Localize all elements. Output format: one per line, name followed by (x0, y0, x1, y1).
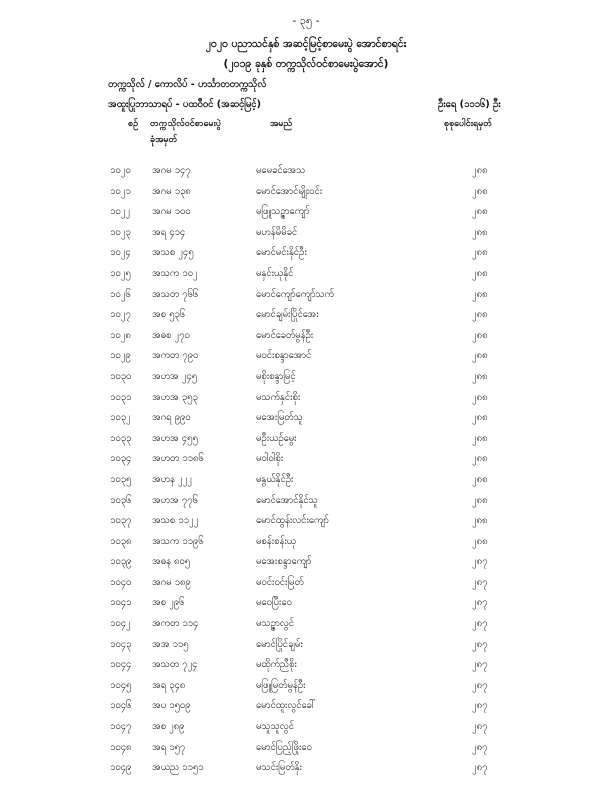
candidate-name: မောင်ထွန်းလင်းကျော် (256, 515, 329, 527)
roll-number: အရ ၁၅၇ (152, 741, 186, 753)
table-row (0, 615, 612, 636)
row-number: ၁၀၂၇ (110, 309, 131, 321)
total-marks: ၂၈၈ (472, 453, 488, 465)
roll-number: အသစ ၁၁၂၂ (152, 515, 199, 527)
total-marks: ၂၈၈ (472, 247, 488, 259)
total-marks: ၂၈၇ (472, 741, 488, 753)
table-row (0, 327, 612, 348)
candidate-name: မောင်ခေတ်မွန်ဦး (256, 329, 314, 341)
table-row (0, 389, 612, 410)
candidate-name: မောင်အောင်မျိုးဝင်း (256, 185, 323, 197)
table-row (0, 306, 612, 327)
table-row (0, 718, 612, 739)
candidate-name: မထိုက်ညီစိုး (256, 659, 297, 671)
table-row (0, 739, 612, 760)
row-number: ၁၀၂၈ (110, 329, 131, 341)
candidate-name: မသဉ္ဇာလွင် (256, 618, 294, 630)
roll-number: အဂရ ၉၉၀ (152, 412, 191, 424)
row-number: ၁၀၄၆ (110, 700, 132, 712)
total-marks: ၂၈၈ (472, 412, 488, 424)
table-row (0, 286, 612, 307)
roll-number: အဂမ ၁၈၉ (152, 576, 191, 588)
total-marks: ၂၈၇ (472, 700, 488, 712)
column-header-roll-sub: ခုံအမှတ် (150, 135, 178, 145)
total-marks: ၂၈၈ (472, 432, 488, 444)
candidate-name: မဖြူသဉ္ဇာကျော် (256, 206, 310, 218)
row-number: ၁၀၃၃ (110, 432, 132, 444)
roll-number: အဂမ ၁၀၀ (152, 206, 191, 218)
roll-number: အကတ ၇၉၀ (152, 350, 199, 362)
row-number: ၁၀၂၄ (110, 247, 131, 259)
candidate-name: မဝါဝါစိုး (256, 453, 284, 465)
row-number: ၁၀၂၉ (110, 350, 131, 362)
title-line-1: ၂၀၂၀ ပညာသင်နှစ် အဆင့်မြင့်စာမေးပွဲ အောင်စာရင်း (205, 38, 407, 50)
candidate-name: မသက်နှင်းစိုး (256, 391, 301, 403)
candidate-name: မောင်မင်းနိုင်ဦး (256, 247, 307, 259)
roll-number: အဂမ ၁၄၇ (152, 165, 191, 176)
row-number: ၁၀၂၀ (110, 165, 131, 176)
roll-number: အသတ ၇၂၄ (152, 659, 198, 671)
roll-number: အစ ၂၉၆ (152, 597, 185, 609)
row-number: ၁၀၄၅ (110, 679, 132, 691)
marks-title: ဦးရေ (၁၁၁၆) ဦး (438, 99, 501, 110)
roll-number: အအ ၁၁၅ (152, 638, 189, 650)
total-marks: ၂၈၈ (472, 473, 488, 485)
total-marks: ၂၈၈ (472, 329, 488, 341)
row-number: ၁၀၃၀ (110, 370, 132, 382)
table-row (0, 677, 612, 698)
roll-number: အဟအ ၄၅၅ (152, 432, 198, 444)
roll-number: အဟတ ၁၁၈၆ (152, 453, 204, 465)
row-number: ၁၀၄၉ (110, 762, 132, 774)
total-marks: ၂၈၇ (472, 638, 488, 650)
title-line-2: (၂၀၁၉ ခုနှစ် တက္ကသိုလ်ဝင်စာမေးပွဲအောင်) (223, 58, 389, 70)
table-row (0, 430, 612, 451)
major-line: အထူးပြုဘာသာရပ် - ပထဝီဝင် (အဆင့်မြင့်) (108, 99, 261, 110)
table-row (0, 244, 612, 265)
table-row (0, 347, 612, 368)
candidate-name: မဝင်းစန္ဒာအောင် (256, 350, 312, 362)
table-row (0, 636, 612, 657)
column-header-no: စဉ် (128, 119, 139, 129)
roll-number: အရ ၄၁၄ (152, 226, 186, 238)
candidate-name: မဟန်မိမိခင် (256, 226, 298, 238)
roll-number: အရ ၃၄၈ (152, 679, 186, 691)
roll-number: အစ ၂၈၉ (152, 721, 185, 733)
total-marks: ၂၈၈ (472, 370, 488, 382)
candidate-name: မနွယ်နိုင်ဦး (256, 473, 294, 485)
row-number: ၁၀၄၃ (110, 638, 132, 650)
column-header-name: အမည် (270, 119, 293, 129)
candidate-name: မောင်ချမ်းပြိုင်အေး (256, 309, 319, 321)
candidate-name: မဝင်းဝင်းမြတ် (256, 576, 304, 588)
total-marks: ၂၈၈ (472, 288, 488, 300)
total-marks: ၂၈၇ (472, 679, 488, 691)
row-number: ၁၀၄၁ (110, 597, 132, 609)
candidate-name: မအေးမြတ်သူ (256, 412, 303, 424)
total-marks: ၂၈၇ (472, 556, 488, 568)
total-marks: ၂၈၈ (472, 206, 488, 218)
roll-number: အဟန ၂၂၂ (152, 473, 192, 485)
row-number: ၁၀၄၀ (110, 576, 132, 588)
roll-number: အသတ ၇၆၆ (152, 288, 199, 300)
candidate-name: မဝေပြီးဝေ (256, 597, 292, 609)
roll-number: အဓစ ၂၇၀ (152, 329, 190, 341)
row-number: ၁၀၄၂ (110, 618, 131, 630)
total-marks: ၂၈၇ (472, 576, 488, 588)
table-row (0, 368, 612, 389)
roll-number: အဂမ ၁၃၈ (152, 185, 191, 197)
roll-number: အယည ၁၁၅၁ (152, 762, 204, 774)
table-row (0, 656, 612, 677)
candidate-name: မစိုးစန္ဒာမြင့် (256, 370, 296, 382)
candidate-name: မနှင်းယုနိုင် (256, 267, 294, 279)
page-number: - ၃၅ - (292, 14, 320, 27)
table-row (0, 224, 612, 245)
total-marks: ၂၈၈ (472, 350, 488, 362)
row-number: ၁၀၂၂ (110, 206, 131, 218)
table-row (0, 533, 612, 554)
row-number: ၁၀၃၅ (110, 473, 132, 485)
table-row (0, 162, 612, 183)
total-marks: ၂၈၈ (472, 535, 488, 547)
table-row (0, 594, 612, 615)
candidate-name: မဖြူမြတ်မွန်ဦး (256, 679, 306, 691)
roll-number: အဓန ၈၀၅ (152, 556, 191, 568)
row-number: ၁၀၂၅ (110, 267, 131, 279)
total-marks: ၂၈၈ (472, 494, 488, 506)
total-marks: ၂၈၈ (472, 165, 488, 176)
roll-number: အဟအ ၂၄၅ (152, 370, 198, 382)
table-row (0, 265, 612, 286)
total-marks: ၂၈၇ (472, 721, 488, 733)
table-row (0, 574, 612, 595)
total-marks: ၂၈၈ (472, 391, 488, 403)
total-marks: ၂၈၇ (472, 618, 488, 630)
row-number: ၁၀၃၉ (110, 556, 132, 568)
candidate-name: မောင်အောင်နိုင်သူ (256, 494, 318, 506)
row-number: ၁၀၃၁ (110, 391, 132, 403)
total-marks: ၂၈၇ (472, 659, 488, 671)
total-marks: ၂၈၈ (472, 515, 488, 527)
table-row (0, 203, 612, 224)
column-header-marks: စုစုပေါင်းရမှတ် (444, 119, 493, 129)
total-marks: ၂၈၈ (472, 226, 488, 238)
candidate-name: မောင်ပြိုင်ချမ်း (256, 638, 303, 650)
candidate-name: မောင်ထူးလွင်ခေါ် (256, 700, 316, 712)
roll-number: အကတ ၁၁၄ (152, 618, 199, 630)
candidate-name: မစန်းစန်းယု (256, 535, 296, 547)
roll-number: အပ ၁၅၀၉ (152, 700, 191, 712)
candidate-name: မသူသူလွင် (256, 721, 294, 733)
candidate-name: မောင်ပြည့်ဖြိုးဝေ (256, 741, 312, 753)
total-marks: ၂၈၇ (472, 597, 488, 609)
total-marks: ၂၈၇ (472, 762, 488, 774)
row-number: ၁၀၃၇ (110, 515, 132, 527)
results-table (0, 162, 612, 780)
table-row (0, 450, 612, 471)
total-marks: ၂၈၈ (472, 267, 488, 279)
row-number: ၁၀၄၇ (110, 721, 132, 733)
roll-number: အသက ၁၀၂ (152, 267, 198, 279)
table-row (0, 759, 612, 780)
candidate-name: မအေးစန္ဒာကျော် (256, 556, 312, 568)
total-marks: ၂၈၈ (472, 309, 488, 321)
roll-number: အဟအ ၃၅၃ (152, 391, 198, 403)
row-number: ၁၀၂၃ (110, 226, 131, 238)
candidate-name: မဦးယဉ်မွေး (256, 432, 297, 444)
roll-number: အစ ၅၃၆ (152, 309, 186, 321)
row-number: ၁၀၄၄ (110, 659, 132, 671)
roll-number: အဟအ ၇၇၆ (152, 494, 198, 506)
row-number: ၁၀၂၁ (110, 185, 131, 197)
table-row (0, 471, 612, 492)
row-number: ၁၀၃၈ (110, 535, 132, 547)
candidate-name: မမေခင်အေသ (256, 165, 306, 176)
row-number: ၁၀၄၈ (110, 741, 132, 753)
table-row (0, 183, 612, 204)
candidate-name: မသင်းမြတ်နိုး (256, 762, 302, 774)
university-line: တက္ကသိုလ် / ကောလိပ် - ဟင်္သာတတက္ကသိုလ် (108, 79, 267, 90)
column-header-roll: တက္ကသိုလ်ဝင်စာမေးပွဲ (150, 119, 221, 129)
roll-number: အသစ ၂၄၅ (152, 247, 194, 259)
table-row (0, 697, 612, 718)
candidate-name: မောင်ကျော်ကျော်သက် (256, 288, 334, 300)
roll-number: အသက ၁၁၉၆ (152, 535, 204, 547)
table-row (0, 492, 612, 513)
row-number: ၁၀၃၆ (110, 494, 132, 506)
row-number: ၁၀၂၆ (110, 288, 131, 300)
total-marks: ၂၈၈ (472, 185, 488, 197)
row-number: ၁၀၃၄ (110, 453, 132, 465)
table-row (0, 409, 612, 430)
table-row (0, 553, 612, 574)
row-number: ၁၀၃၂ (110, 412, 131, 424)
table-row (0, 512, 612, 533)
